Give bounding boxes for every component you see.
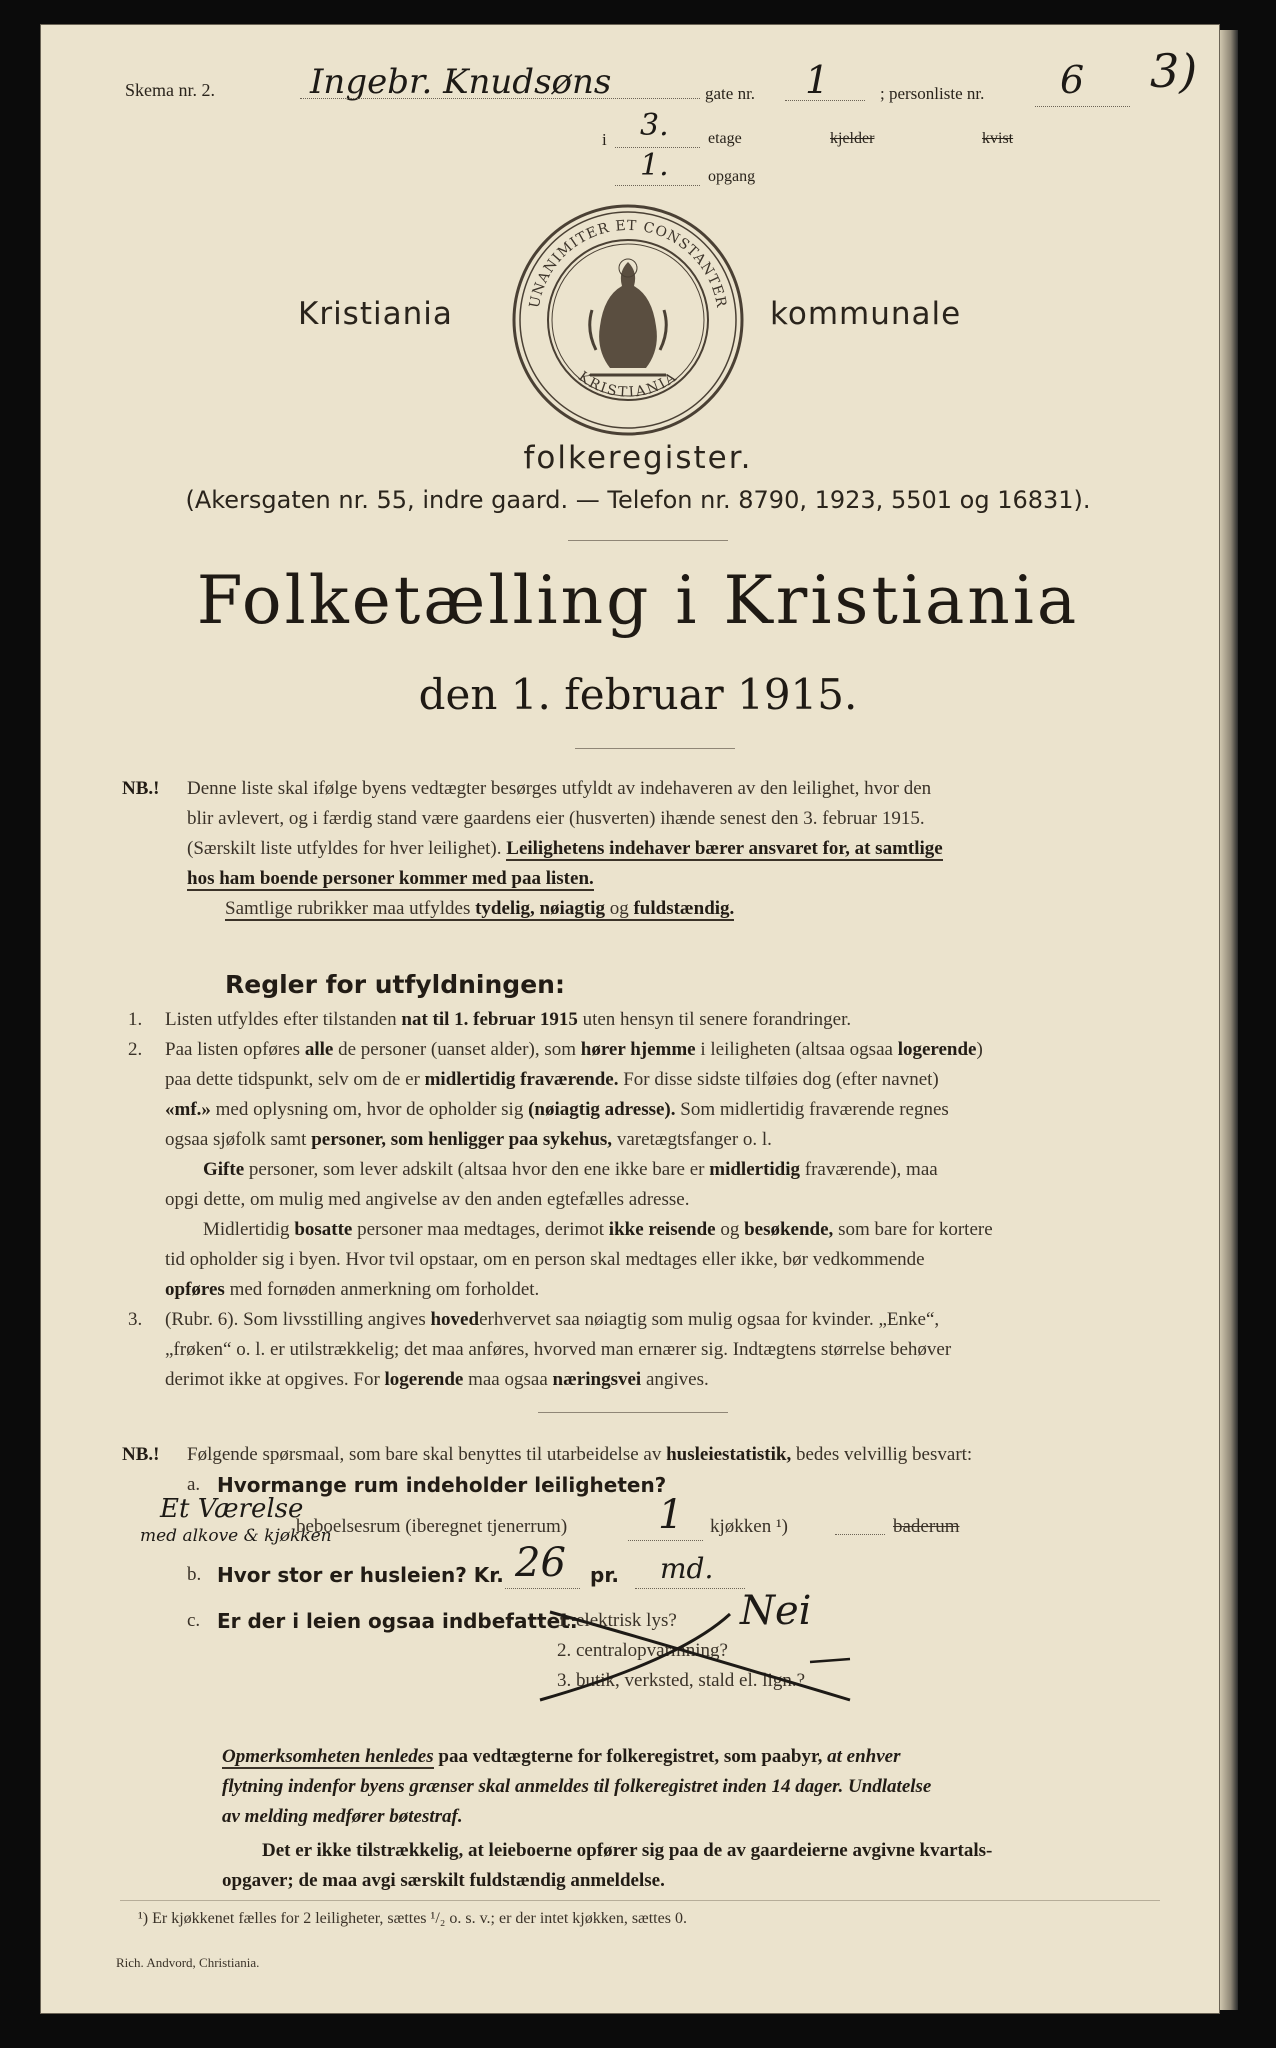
kjelder-label: kjelder: [830, 130, 875, 147]
nb2-intro: [187, 1440, 972, 1470]
rule-line: [165, 1035, 1155, 1065]
skema-label: Skema nr. 2.: [125, 80, 215, 100]
rule-line: [165, 1305, 1155, 1335]
rule-number: 3.: [128, 1309, 143, 1330]
rule-text: (Rubr. 6). Som livsstilling angives: [165, 1309, 431, 1330]
gate-line: [785, 100, 865, 101]
rule-text: ): [976, 1039, 983, 1060]
rule-emphasis: midlertidig: [709, 1159, 801, 1180]
per-label: pr.: [590, 1563, 619, 1587]
beboelsesrum-label: beboelsesrum (iberegnet tjenerrum): [296, 1516, 568, 1537]
rooms-handwritten-note: med alkove & kjøkken: [140, 1526, 332, 1546]
rule-emphasis: opføres: [165, 1279, 225, 1300]
rooms-value: 1: [658, 1492, 684, 1538]
kjokken-line: [835, 1534, 885, 1535]
rule-line: [165, 1365, 1155, 1395]
personliste-number: 6: [1060, 58, 1085, 102]
question-a: Hvormange rum indeholder leiligheten?: [217, 1473, 667, 1497]
seal-bottom-text: KRISTIANIA: [575, 368, 681, 401]
nb2-label: NB.!: [122, 1444, 160, 1465]
nb2-text: Følgende spørsmaal, som bare skal benyttes til utarbeidelse av: [187, 1444, 667, 1465]
nb-text: Samtlige rubrikker maa utfyldes: [225, 898, 471, 919]
rule-3: [165, 1305, 1155, 1395]
rule-emphasis: «mf.»: [165, 1099, 211, 1120]
rule-text: Listen utfyldes efter tilstanden: [165, 1009, 402, 1030]
cross-out-mark: [530, 1600, 890, 1710]
personliste-label: ; personliste nr.: [880, 84, 985, 103]
nb-line: [187, 834, 1149, 864]
nb-line: blir avlevert, og i færdig stand være gaardens eier (husverten) ihænde senest den 3. februar 1915.: [187, 808, 925, 829]
org-right: kommunale: [770, 296, 962, 332]
rule-text: som bare for kortere: [833, 1219, 993, 1240]
rule-emphasis: hoved: [430, 1309, 480, 1330]
corner-mark: 3): [1150, 44, 1198, 98]
org-left: Kristiania: [298, 296, 453, 332]
rules-heading: Regler for utfyldningen:: [225, 970, 565, 999]
rule-number: 1.: [128, 1009, 143, 1030]
rule-text: erhvervet saa nøiagtig som mulig ogsaa for kvinder. „Enke“,: [479, 1309, 940, 1330]
nb2-emphasis: husleiestatistik,: [666, 1444, 792, 1465]
rule-emphasis: (nøiagtig adresse).: [528, 1099, 676, 1120]
rule-emphasis: hører hjemme: [580, 1039, 696, 1060]
rule-text: maa ogsaa: [463, 1369, 553, 1390]
footnote: ¹) Er kjøkkenet fælles for 2 leiligheter, sættes ¹/₂ o. s. v.; er der intet kjøkken, sættes 0.: [138, 1910, 687, 1927]
divider: [538, 1412, 728, 1413]
rule-line: [165, 1125, 1155, 1155]
rule-text: paa dette tidspunkt, selv om de er: [165, 1069, 425, 1090]
rent-line: [505, 1588, 580, 1589]
rule-text: For disse sidste tilføies dog (efter navnet): [618, 1069, 939, 1090]
rule-emphasis: personer, som henligger paa sykehus,: [311, 1129, 613, 1150]
opgang-line: [615, 185, 700, 186]
rule-emphasis: Gifte: [203, 1159, 245, 1180]
printer-credit: Rich. Andvord, Christiania.: [116, 1955, 260, 1970]
rule-text: fraværende), maa: [800, 1159, 938, 1180]
rule-text: derimot ikke at opgives. For: [165, 1369, 385, 1390]
included-shop: 3. butik, verksted, stald el. lign.?: [557, 1670, 806, 1691]
nb-emphasis: hos ham boende personer kommer med paa listen.: [187, 868, 594, 889]
question-c-label: c.: [187, 1610, 201, 1631]
rule-text: uten hensyn til senere forandringer.: [577, 1009, 852, 1030]
rule-text: Paa listen opføres: [165, 1039, 305, 1060]
notice-line-3: av melding medfører bøtestraf.: [222, 1806, 463, 1827]
etage-number: 3.: [640, 108, 669, 143]
rule-text: i leiligheten (altsaa ogsaa: [695, 1039, 898, 1060]
rule-emphasis: bosatte: [294, 1219, 353, 1240]
rule-line: tid opholder sig i byen. Hvor tvil opstaar, om en person skal medtages eller ikke, bør vedkommende: [165, 1249, 925, 1270]
rooms-line: [628, 1540, 703, 1541]
kjokken-label: kjøkken ¹): [710, 1516, 788, 1537]
rule-text: og: [715, 1219, 745, 1240]
notice-line-2: flytning indenfor byens grænser skal anmeldes til folkeregistret inden 14 dager. Undlatelse: [222, 1776, 932, 1797]
question-b-label: b.: [187, 1564, 202, 1585]
question-b: Hvor stor er husleien? Kr.: [217, 1563, 504, 1587]
rule-number: 2.: [128, 1039, 143, 1060]
city-seal: [508, 200, 748, 440]
baderum-label: baderum: [893, 1516, 960, 1537]
rule-text: personer, som lever adskilt (altsaa hvor den ene ikke bare er: [244, 1159, 710, 1180]
rule-emphasis: næringsvei: [552, 1369, 642, 1390]
rule-text: Som midlertidig fraværende regnes: [675, 1099, 949, 1120]
included-electric: 1. elektrisk lys?: [557, 1610, 677, 1631]
rule-line: [165, 1275, 1155, 1305]
nb-line: [187, 894, 1149, 924]
etage-label: etage: [708, 130, 742, 147]
rule-text: personer maa medtages, derimot: [352, 1219, 609, 1240]
rule-line: „frøken“ o. l. er utilstrækkelig; det maa anføres, hvorved man ernærer sig. Indtægtens størrelse behøver: [165, 1339, 952, 1360]
kvist-label: kvist: [982, 130, 1014, 147]
nb-emphasis: tydelig, nøiagtig: [475, 898, 605, 919]
nb-text: (Særskilt liste utfyldes for hver leilighet).: [187, 838, 502, 859]
rule-text: med fornøden anmerkning om forholdet.: [224, 1279, 540, 1300]
rule-line: opgi dette, om mulig med angivelse av den anden egtefælles adresse.: [165, 1189, 690, 1210]
footnote-divider: [120, 1900, 1160, 1901]
notice-line-1: [222, 1742, 901, 1772]
rule-1: [165, 1005, 851, 1035]
rule-line: [165, 1155, 1155, 1185]
rule-emphasis: logerende: [384, 1369, 464, 1390]
opgang-number: 1.: [640, 148, 669, 183]
i-label: i: [602, 130, 607, 149]
rule-emphasis: midlertidig fraværende.: [424, 1069, 619, 1090]
page-subtitle: den 1. februar 1915.: [418, 670, 858, 719]
nb-label: NB.!: [122, 778, 160, 799]
rule-emphasis: ikke reisende: [608, 1219, 716, 1240]
nb-paragraph: [187, 774, 1149, 924]
page-edge: [1220, 30, 1238, 2010]
rule-text: varetægtsfanger o. l.: [612, 1129, 772, 1150]
rent-period: md.: [660, 1552, 714, 1585]
nb-emphasis: Leilighetens indehaver bærer ansvaret for, at samtlige: [506, 838, 943, 859]
question-c: Er der i leien ogsaa indbefattet:: [217, 1609, 578, 1633]
divider: [568, 540, 728, 541]
rooms-handwritten: Et Værelse: [160, 1494, 304, 1524]
nb-closing: [225, 898, 734, 921]
gate-number: 1: [805, 58, 830, 102]
notice-emphasis: Opmerksomheten henledes: [222, 1746, 434, 1767]
included-heating: 2. centralopvarmning?: [557, 1640, 728, 1661]
rule-2: [165, 1035, 1155, 1305]
divider: [575, 748, 735, 749]
nb-line: Denne liste skal ifølge byens vedtægter besørges utfyldt av indehaveren av den leilighet, hvor den: [187, 778, 932, 799]
nb2-text: bedes velvillig besvart:: [791, 1444, 973, 1465]
notice-line-5: opgaver; de maa avgi særskilt fuldstændig anmeldelse.: [222, 1870, 665, 1891]
rule-line: [165, 1215, 1155, 1245]
notice-line-4: Det er ikke tilstrækkelig, at leieboerne opfører sig paa de av gaardeierne avgivne kvartals-: [262, 1840, 993, 1861]
rule-emphasis: alle: [304, 1039, 334, 1060]
gate-label: gate nr.: [705, 84, 756, 103]
notice-emphasis: at enhver: [827, 1746, 901, 1767]
rule-text: Midlertidig: [203, 1219, 295, 1240]
rent-value: 26: [515, 1540, 566, 1586]
street-line: [300, 98, 700, 99]
svg-text:KRISTIANIA: [575, 369, 680, 401]
nb-emphasis: fuldstændig.: [633, 898, 735, 919]
period-line: [635, 1588, 745, 1589]
page-title: Folketælling i Kristiania: [196, 562, 1080, 639]
included-answer: Nei: [740, 1588, 812, 1634]
org-address: (Akersgaten nr. 55, indre gaard. — Telefon nr. 8790, 1923, 5501 og 16831).: [185, 486, 1091, 514]
notice-text: paa vedtægterne for folkeregistret, som paabyr,: [433, 1746, 828, 1767]
rule-text: angives.: [641, 1369, 709, 1390]
rule-text: med oplysning om, hvor de opholder sig: [210, 1099, 529, 1120]
nb-line: [187, 864, 1149, 894]
rule-line: [165, 1065, 1155, 1095]
rule-emphasis: besøkende,: [744, 1219, 834, 1240]
org-folkeregister: folkeregister.: [523, 440, 753, 476]
seal-ring-text: UNANIMITER ET CONSTANTER: [526, 217, 730, 310]
street-name-handwritten: Ingebr. Knudsøns: [310, 62, 612, 102]
opgang-label: opgang: [708, 168, 756, 185]
question-a-label: a.: [187, 1474, 201, 1495]
rule-text: de personer (uanset alder), som: [333, 1039, 581, 1060]
personliste-line: [1035, 106, 1130, 107]
rule-line: [165, 1095, 1155, 1125]
rule-text: ogsaa sjøfolk samt: [165, 1129, 312, 1150]
rule-emphasis: logerende: [897, 1039, 977, 1060]
nb-text: og: [609, 898, 629, 919]
rule-emphasis: nat til 1. februar 1915: [401, 1009, 578, 1030]
